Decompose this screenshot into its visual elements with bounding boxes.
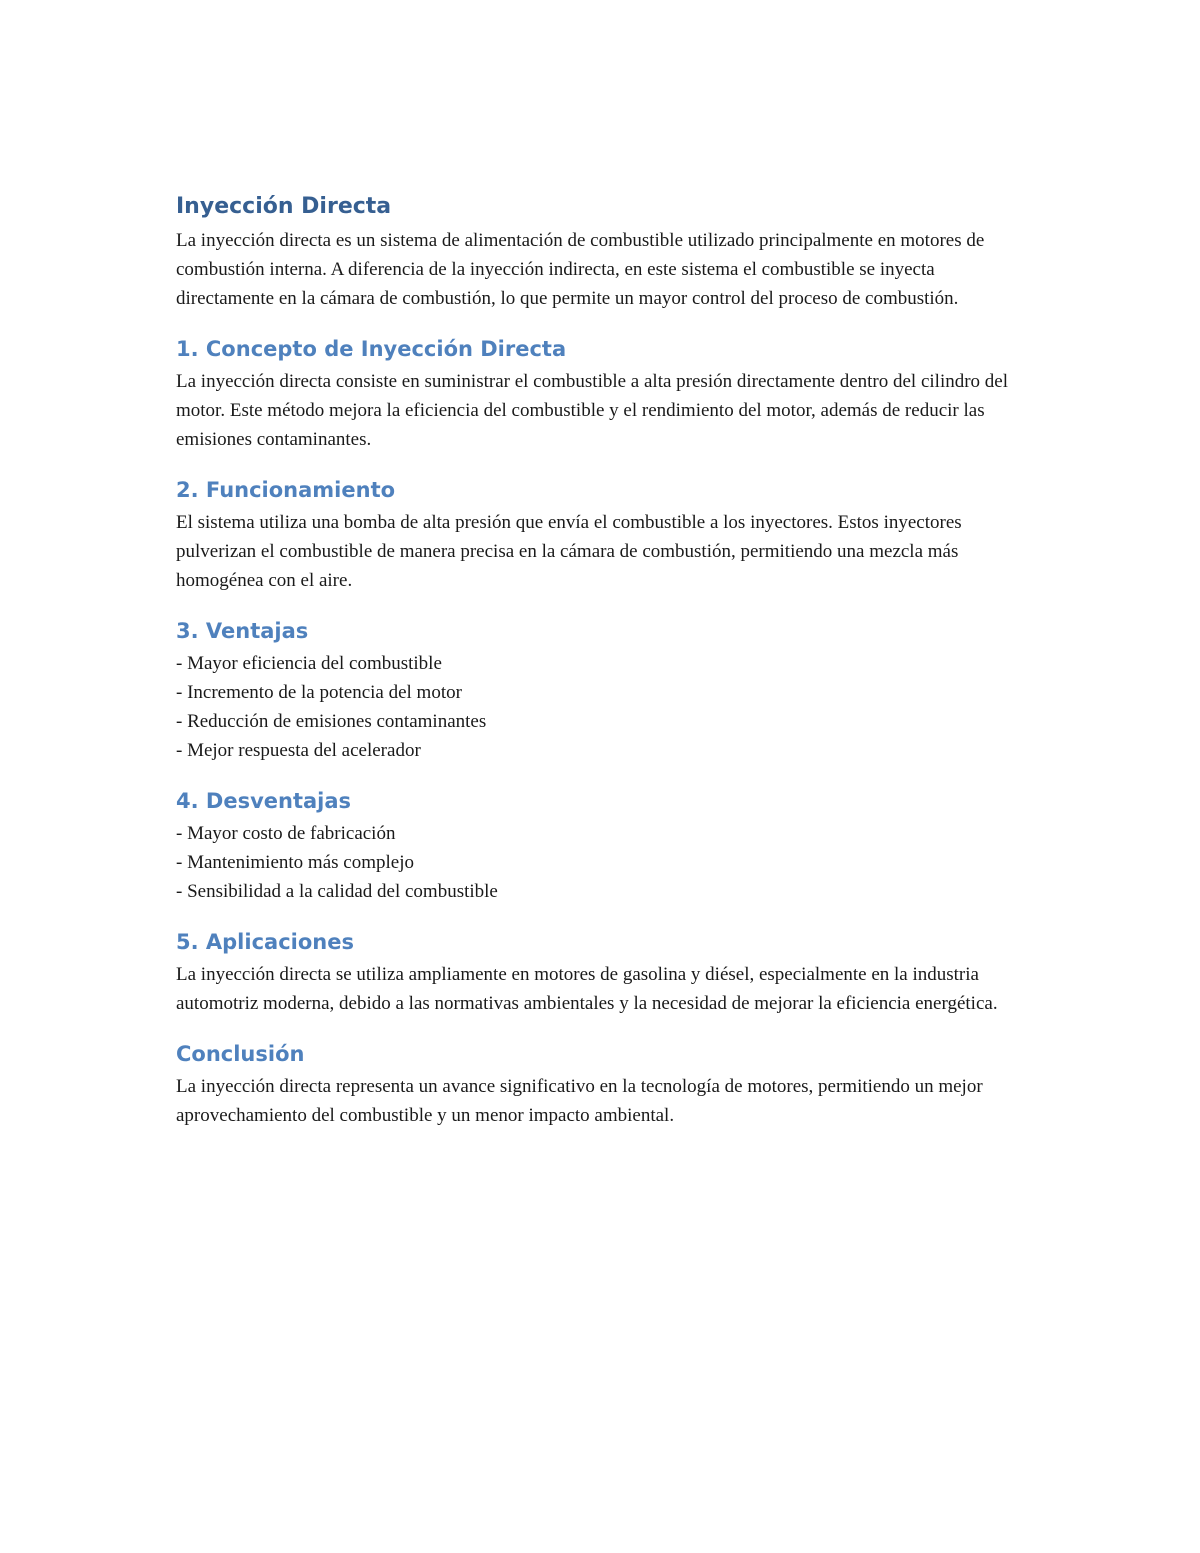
document-title: Inyección Directa xyxy=(176,194,392,219)
section-heading: 3. Ventajas xyxy=(176,619,309,643)
desventajas-list xyxy=(176,819,1026,906)
list-item: - Mayor eficiencia del combustible xyxy=(176,649,1026,678)
ventajas-list xyxy=(176,649,1026,765)
section-ventajas xyxy=(176,615,1026,765)
section-concepto xyxy=(176,333,1026,454)
section-paragraph: La inyección directa representa un avance significativo en la tecnología de motores, permitiendo un mejor aprovechamiento del combustible y un menor impacto ambiental. xyxy=(176,1076,983,1126)
section-conclusion xyxy=(176,1038,1026,1130)
section-heading: 5. Aplicaciones xyxy=(176,930,354,954)
section-paragraph: La inyección directa se utiliza ampliamente en motores de gasolina y diésel, especialmente en la industria automotriz moderna, debido a las normativas ambientales y la necesidad de mejorar la eficiencia energética. xyxy=(176,964,998,1014)
document-body xyxy=(176,190,1026,1130)
section-heading: 1. Concepto de Inyección Directa xyxy=(176,337,567,361)
section-funcionamiento xyxy=(176,474,1026,595)
section-desventajas xyxy=(176,785,1026,906)
section-aplicaciones xyxy=(176,926,1026,1018)
intro-paragraph: La inyección directa es un sistema de alimentación de combustible utilizado principalmente en motores de combustión interna. A diferencia de la inyección indirecta, en este sistema el combustible se inyecta directamente en la cámara de combustión, lo que permite un mayor control del proceso de combustión. xyxy=(176,230,985,309)
list-item: - Incremento de la potencia del motor xyxy=(176,678,1026,707)
section-heading: Conclusión xyxy=(176,1042,305,1066)
section-paragraph: El sistema utiliza una bomba de alta presión que envía el combustible a los inyectores. Estos inyectores pulverizan el combustible de manera precisa en la cámara de combustión, permitiendo una mezcla más homogénea con el aire. xyxy=(176,512,962,591)
section-heading: 2. Funcionamiento xyxy=(176,478,396,502)
section-paragraph: La inyección directa consiste en suministrar el combustible a alta presión directamente dentro del cilindro del motor. Este método mejora la eficiencia del combustible y el rendimiento del motor, además de reducir las emisiones contaminantes. xyxy=(176,371,1009,450)
list-item: - Mejor respuesta del acelerador xyxy=(176,736,1026,765)
section-heading: 4. Desventajas xyxy=(176,789,352,813)
list-item: - Mantenimiento más complejo xyxy=(176,848,1026,877)
list-item: - Reducción de emisiones contaminantes xyxy=(176,707,1026,736)
list-item: - Mayor costo de fabricación xyxy=(176,819,1026,848)
list-item: - Sensibilidad a la calidad del combustible xyxy=(176,877,1026,906)
